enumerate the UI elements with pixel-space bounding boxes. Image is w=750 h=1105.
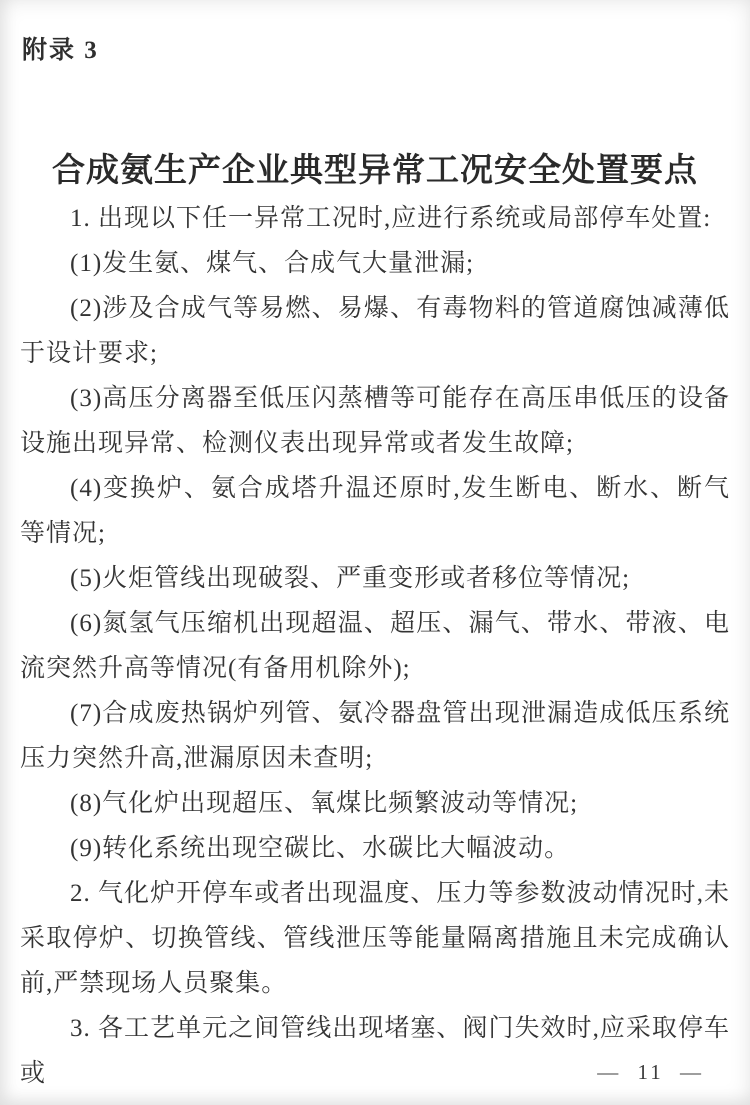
body-paragraph: (4)变换炉、氨合成塔升温还原时,发生断电、断水、断气等情况; xyxy=(20,475,730,547)
body-paragraph: (2)涉及合成气等易燃、易爆、有毒物料的管道腐蚀减薄低于设计要求; xyxy=(20,295,730,367)
body-paragraph: 3. 各工艺单元之间管线出现堵塞、阀门失效时,应采取停车或 xyxy=(20,1015,730,1087)
body-paragraph: (1)发生氨、煤气、合成气大量泄漏; xyxy=(70,250,475,277)
body-paragraph: (6)氮氢气压缩机出现超温、超压、漏气、带水、带液、电流突然升高等情况(有备用机除外); xyxy=(20,610,730,682)
body-paragraph: (9)转化系统出现空碳比、水碳比大幅波动。 xyxy=(70,835,571,862)
body-paragraph: 1. 出现以下任一异常工况时,应进行系统或局部停车处置: xyxy=(70,205,712,232)
page-title: 合成氨生产企业典型异常工况安全处置要点 xyxy=(52,153,698,190)
body-paragraph: (8)气化炉出现超压、氧煤比频繁波动等情况; xyxy=(70,790,579,817)
body-paragraph: (3)高压分离器至低压闪蒸槽等可能存在高压串低压的设备设施出现异常、检测仪表出现异常或者发生故障; xyxy=(20,385,730,457)
appendix-label: 附录 3 xyxy=(22,37,99,64)
document-body xyxy=(20,196,730,1096)
body-paragraph: (7)合成废热锅炉列管、氨冷器盘管出现泄漏造成低压系统压力突然升高,泄漏原因未查明; xyxy=(20,700,730,772)
body-paragraph: (5)火炬管线出现破裂、严重变形或者移位等情况; xyxy=(70,565,631,592)
page-number: — 11 — xyxy=(597,1060,704,1084)
body-paragraph: 2. 气化炉开停车或者出现温度、压力等参数波动情况时,未采取停炉、切换管线、管线泄压等能量隔离措施且未完成确认前,严禁现场人员聚集。 xyxy=(20,880,730,997)
